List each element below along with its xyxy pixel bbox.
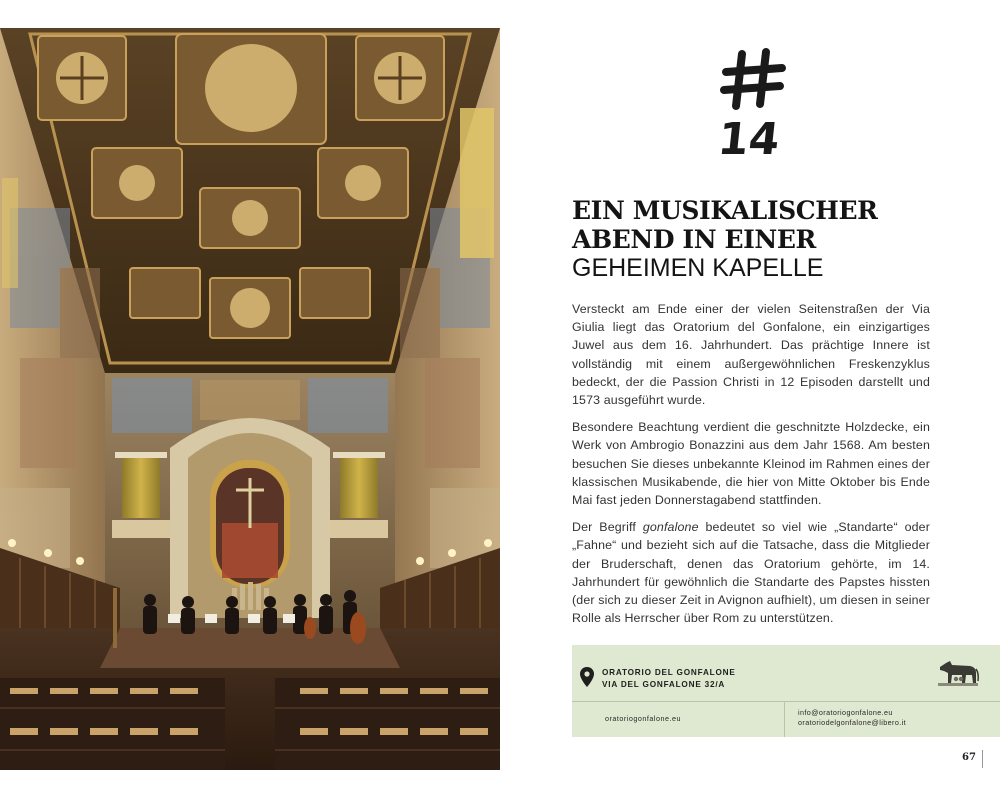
- capitoline-wolf-icon: [936, 657, 980, 687]
- page-number: 67: [962, 752, 976, 763]
- info-column-divider: [784, 701, 785, 737]
- info-divider: [572, 701, 1000, 702]
- body-paragraph-1: Versteckt am Ende einer der vielen Seitenstraßen der Via Giulia liegt das Oratorium del Gonfalone, ein einzigartiges Juwel aus dem 16. Jahrhundert. Das prächtige Innere ist vollständig mit einem außergewöhnlichen Freskenzyklus bedeckt, der die Passion Christi in 12 Episoden darstellt und 1573 ausgeführt wurde.: [572, 302, 930, 408]
- body-paragraph-3-rest: bedeutet so viel wie „Standarte“ oder „Fahne“ und bezieht sich auf die Tatsache, dass die Mitglieder der Bruderschaft, denen das Oratorium gehörte, im 14. Jahrhundert für gewöhnlich die Standarte des Papstes hissten (der sich zu dieser Zeit in Avignon aufhielt), um diesen in seiner Rolle als Herrscher über Rom zu unterstützen.: [572, 520, 930, 626]
- oratory-photo: [0, 28, 500, 770]
- article-body: [572, 300, 930, 636]
- chapter-number: 14: [715, 114, 783, 164]
- title-line-2: ABEND IN EINER: [572, 225, 816, 254]
- hash-icon: [724, 52, 782, 106]
- chapter-number-mark: [700, 46, 804, 164]
- title-line-1: EIN MUSIKALISCHER: [572, 196, 878, 225]
- title-line-3: GEHEIMEN KAPELLE: [572, 254, 824, 282]
- email-link-info[interactable]: info@oratoriogonfalone.eu: [798, 708, 893, 717]
- page-number-rule: [982, 750, 983, 768]
- body-paragraph-3-start: Der Begriff: [572, 520, 643, 535]
- gonfalone-term: gonfalone: [642, 520, 699, 535]
- map-pin-icon: [580, 667, 594, 687]
- body-paragraph-3: [572, 518, 930, 627]
- venue-info-box: [572, 645, 1000, 737]
- venue-address: [602, 667, 736, 691]
- website-link[interactable]: oratoriogonfalone.eu: [605, 714, 681, 723]
- body-paragraph-2: Besondere Beachtung verdient die geschnitzte Holzdecke, ein Werk von Ambrogio Bonazzini aus dem Jahr 1568. Am besten besuchen Sie dieses unbekannte Kleinod im Rahmen eines der klassischen Musikabende, die hier von Mitte Oktober bis Ende Mai fast jeden Donnerstagabend stattfinden.: [572, 420, 930, 508]
- email-contacts: [798, 708, 906, 727]
- venue-street: VIA DEL GONFALONE 32/A: [602, 680, 726, 689]
- venue-name: ORATORIO DEL GONFALONE: [602, 668, 736, 677]
- email-link-libero[interactable]: oratoriodelgonfalone@libero.it: [798, 717, 907, 727]
- article-title: [572, 196, 952, 283]
